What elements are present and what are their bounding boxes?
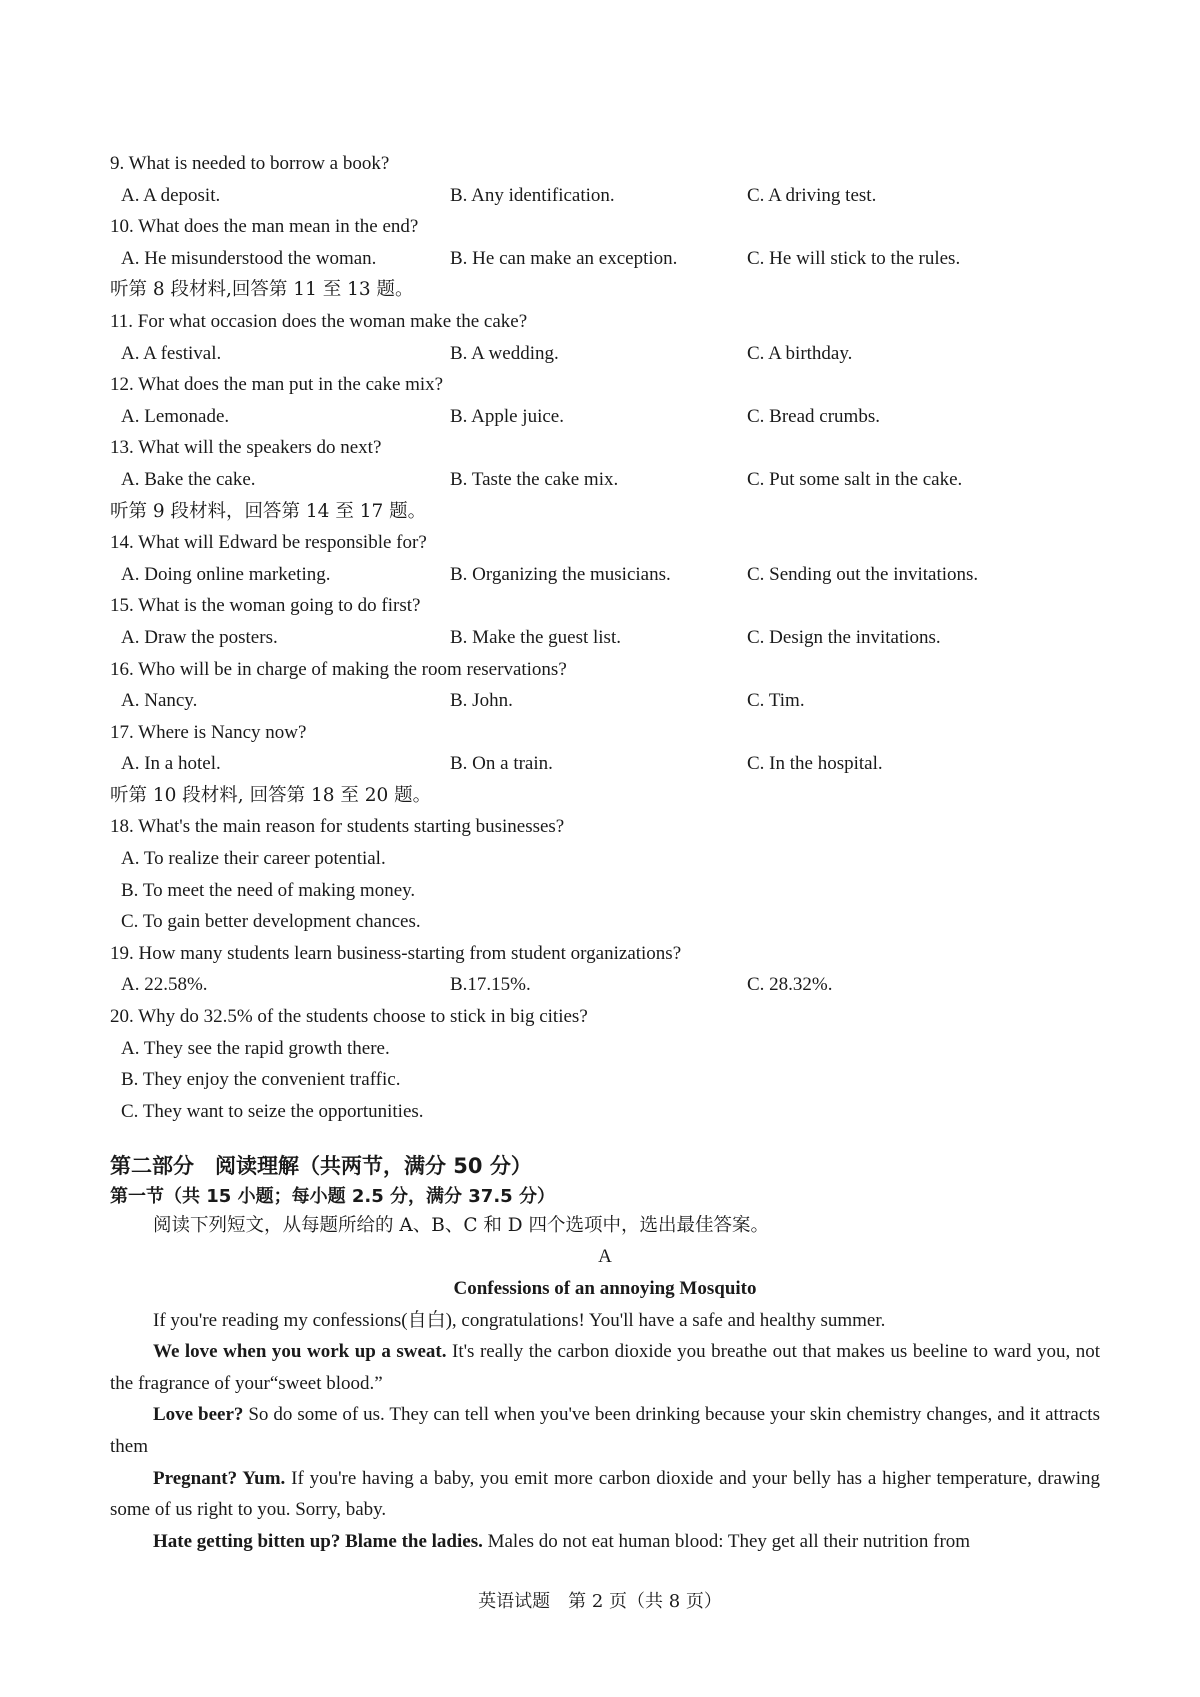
question-group-9-10 <box>110 148 1100 274</box>
option-b: B. A wedding. <box>450 342 559 364</box>
exam-page <box>110 148 1100 1557</box>
question-12: 12. What does the man put in the cake mix? <box>110 374 444 396</box>
paragraph <box>110 1336 1100 1399</box>
option-c: C. Sending out the invitations. <box>747 563 979 585</box>
option-a: A. A festival. <box>121 342 222 364</box>
options-12 <box>110 401 1100 433</box>
option-b: B. Any identification. <box>450 184 615 206</box>
paragraph-lead: We love when you work up a sweat. <box>153 1341 447 1363</box>
question-11: 11. For what occasion does the woman make the cake? <box>110 310 528 332</box>
option-c: C. A birthday. <box>747 342 853 364</box>
section-10-heading: 听第 10 段材料, 回答第 18 至 20 题。 <box>110 784 432 806</box>
section-8-heading: 听第 8 段材料,回答第 11 至 13 题。 <box>110 279 414 301</box>
option-c: C. 28.32%. <box>747 974 833 996</box>
option-c: C. Design the invitations. <box>747 626 941 648</box>
option-a: A. Bake the cake. <box>121 468 256 490</box>
option-c: C. Put some salt in the cake. <box>747 468 963 490</box>
option-b: B. On a train. <box>450 753 553 775</box>
question-group-11-13 <box>110 306 1100 496</box>
question-14: 14. What will Edward be responsible for? <box>110 532 427 554</box>
option-b: B.17.15%. <box>450 974 531 996</box>
option-a: A. Nancy. <box>121 690 198 712</box>
question-19: 19. How many students learn business-starting from student organizations? <box>110 942 682 964</box>
reading-instruction: 阅读下列短文，从每题所给的 A、B、C 和 D 四个选项中，选出最佳答案。 <box>153 1215 769 1237</box>
options-16 <box>110 685 1100 717</box>
option-20-b: B. They enjoy the convenient traffic. <box>121 1069 401 1091</box>
question-18: 18. What's the main reason for students starting businesses? <box>110 816 565 838</box>
question-20: 20. Why do 32.5% of the students choose to stick in big cities? <box>110 1006 588 1028</box>
option-20-a: A. They see the rapid growth there. <box>121 1037 390 1059</box>
option-18-a: A. To realize their career potential. <box>121 848 386 870</box>
option-18-b: B. To meet the need of making money. <box>121 879 416 901</box>
option-b: B. Organizing the musicians. <box>450 563 671 585</box>
option-18-c: C. To gain better development chances. <box>121 911 421 933</box>
option-c: C. He will stick to the rules. <box>747 247 961 269</box>
paragraph <box>110 1305 1100 1337</box>
paragraph-lead: Hate getting bitten up? Blame the ladies. <box>153 1530 483 1552</box>
option-b: B. Make the guest list. <box>450 626 621 648</box>
option-a: A. Draw the posters. <box>121 626 278 648</box>
section-one-heading: 第一节（共 15 小题；每小题 2.5 分，满分 37.5 分） <box>110 1186 555 1208</box>
question-10: 10. What does the man mean in the end? <box>110 216 419 238</box>
question-9: 9. What is needed to borrow a book? <box>110 153 390 174</box>
options-10 <box>110 243 1100 275</box>
option-a: A. Doing online marketing. <box>121 563 331 585</box>
paragraph-text: It's really the carbon dioxide you breathe out that makes us beeline to ward you, not the fragrance of your“sweet blood.” <box>110 1341 1101 1394</box>
paragraph-text: Males do not eat human blood: They get all their nutrition from <box>482 1530 971 1552</box>
paragraph-lead: Pregnant? Yum. <box>153 1467 286 1489</box>
question-16: 16. Who will be in charge of making the room reservations? <box>110 658 567 680</box>
option-a: A. He misunderstood the woman. <box>121 247 377 269</box>
section-9-heading: 听第 9 段材料，回答第 14 至 17 题。 <box>110 500 427 522</box>
passage-body <box>110 1305 1100 1558</box>
options-11 <box>110 338 1100 370</box>
options-9 <box>110 180 1100 212</box>
paragraph-text: If you're having a baby, you emit more carbon dioxide and your belly has a higher temperature, drawing some of us right to you. Sorry, baby. <box>110 1467 1100 1521</box>
option-20-c: C. They want to seize the opportunities. <box>121 1100 424 1122</box>
paragraph <box>110 1463 1100 1526</box>
option-c: C. Bread crumbs. <box>747 405 880 427</box>
paragraph-lead: Love beer? <box>153 1404 244 1426</box>
options-15 <box>110 622 1100 654</box>
option-a: A. A deposit. <box>121 184 221 206</box>
options-13 <box>110 464 1100 496</box>
options-14 <box>110 559 1100 591</box>
question-13: 13. What will the speakers do next? <box>110 437 382 459</box>
passage-letter: A <box>598 1246 612 1268</box>
option-c: C. In the hospital. <box>747 753 883 775</box>
options-19 <box>110 969 1100 1001</box>
option-b: B. John. <box>450 690 513 712</box>
option-b: B. Taste the cake mix. <box>450 468 619 490</box>
option-a: A. 22.58%. <box>121 974 208 996</box>
paragraph-text: So do some of us. They can tell when you've been drinking because your skin chemistry changes, and it attracts them <box>110 1404 1100 1457</box>
question-group-14-17 <box>110 527 1100 780</box>
option-a: A. Lemonade. <box>121 405 230 427</box>
option-c: C. A driving test. <box>747 184 877 206</box>
paragraph-text: If you're reading my confessions(自白), congratulations! You'll have a safe and healthy summer. <box>153 1309 886 1331</box>
page-footer: 英语试题 第 2 页（共 8 页） <box>478 1591 722 1612</box>
part-two-heading: 第二部分 阅读理解（共两节，满分 50 分） <box>110 1154 532 1179</box>
passage-title: Confessions of an annoying Mosquito <box>453 1278 757 1299</box>
option-b: B. Apple juice. <box>450 405 564 427</box>
paragraph <box>110 1526 1100 1558</box>
option-b: B. He can make an exception. <box>450 247 678 269</box>
paragraph <box>110 1399 1100 1462</box>
option-a: A. In a hotel. <box>121 753 221 775</box>
options-17 <box>110 748 1100 780</box>
question-15: 15. What is the woman going to do first? <box>110 595 421 617</box>
question-17: 17. Where is Nancy now? <box>110 721 307 743</box>
option-c: C. Tim. <box>747 690 805 712</box>
